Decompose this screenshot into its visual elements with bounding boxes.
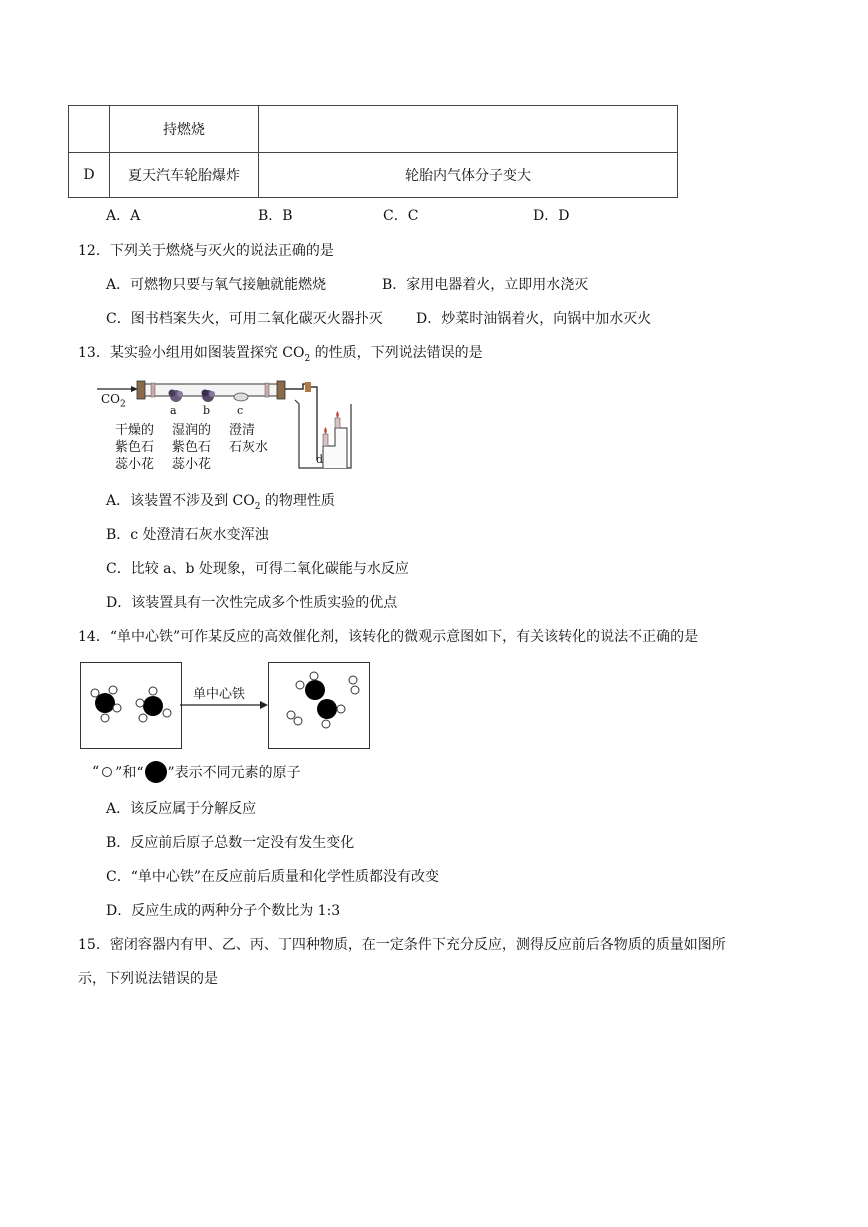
catalyst-label: 单中心铁 <box>193 687 246 702</box>
label-a: a <box>170 404 177 417</box>
legend-text: ”和“ <box>115 765 144 781</box>
q11-option-c: C．C <box>383 208 419 224</box>
caption-line: 湿润的 <box>172 423 212 438</box>
table-cell-explanation: 轮胎内气体分子变大 <box>259 153 678 198</box>
table-cell-event: 夏天汽车轮胎爆炸 <box>110 153 259 198</box>
q12-option-d: D．炒菜时油锅着火，向锅中加水灭火 <box>416 311 652 327</box>
table-cell-label: D <box>69 153 110 198</box>
q12-stem: 12．下列关于燃烧与灭火的说法正确的是 <box>78 243 334 259</box>
limewater-caption <box>229 422 268 456</box>
table-row <box>69 153 678 198</box>
q15-stem-line2: 示，下列说法错误的是 <box>78 971 218 987</box>
answer-table <box>68 105 678 198</box>
option-text-post: 的物理性质 <box>260 493 335 509</box>
q13-option-d: D．该装置具有一次性完成多个性质实验的优点 <box>106 595 398 611</box>
q13-option-c: C．比较 a、b 处现象，可得二氧化碳能与水反应 <box>106 561 409 577</box>
table-cell-label <box>69 106 110 153</box>
q12-option-b: B．家用电器着火，立即用水浇灭 <box>382 277 589 293</box>
gas-label-text: CO <box>101 392 121 406</box>
q13-stem-text: 13．某实验小组用如图装置探究 CO <box>78 345 305 361</box>
table-cell-explanation <box>259 106 678 153</box>
caption-line: 紫色石 <box>172 440 212 455</box>
caption-line: 澄清 <box>229 423 256 438</box>
q14-option-c: C．“单中心铁”在反应前后质量和化学性质都没有改变 <box>106 869 440 885</box>
q13-option-a <box>106 492 335 516</box>
large-atom-icon <box>144 760 168 784</box>
label-b: b <box>203 404 211 417</box>
table-row <box>69 106 678 153</box>
q14-option-a: A．该反应属于分解反应 <box>106 801 257 817</box>
reactant-box <box>80 662 182 749</box>
atom-legend <box>92 760 301 784</box>
q11-option-a: A．A <box>106 208 141 224</box>
q13-stem-text-post: 的性质，下列说法错误的是 <box>310 345 483 361</box>
q13-stem-subscript: 2 <box>304 353 311 364</box>
q11-option-b: B．B <box>258 208 293 224</box>
legend-quote: “ <box>92 764 100 780</box>
caption-line: 干燥的 <box>115 423 155 438</box>
legend-text: ”表示不同元素的原子 <box>167 765 301 781</box>
option-subscript: 2 <box>254 501 261 512</box>
gas-label-subscript: 2 <box>120 399 126 410</box>
q14-option-d: D．反应生成的两种分子个数比为 1:3 <box>106 903 341 919</box>
q11-option-d: D．D <box>533 208 570 224</box>
caption-line: 紫色石 <box>115 440 155 455</box>
caption-line: 蕊小花 <box>172 457 212 472</box>
flower-b-caption <box>172 422 211 473</box>
product-box <box>268 662 370 749</box>
gas-label <box>101 392 126 409</box>
label-d: d <box>316 453 324 466</box>
caption-line: 石灰水 <box>229 440 269 455</box>
q13-stem <box>78 344 483 368</box>
small-atom-icon <box>99 764 115 780</box>
reaction-arrow <box>180 698 268 708</box>
q13-option-b: B．c 处澄清石灰水变浑浊 <box>106 527 269 543</box>
label-c: c <box>237 404 244 417</box>
q12-option-a: A．可燃物只要与氧气接触就能燃烧 <box>106 277 327 293</box>
q15-stem-line1: 15．密闭容器内有甲、乙、丙、丁四种物质，在一定条件下充分反应，测得反应前后各物质的质量如图所 <box>78 937 726 953</box>
caption-line: 蕊小花 <box>115 457 155 472</box>
q14-option-b: B．反应前后原子总数一定没有发生变化 <box>106 835 355 851</box>
flower-a-caption <box>115 422 154 473</box>
table-cell-event: 持燃烧 <box>110 106 259 153</box>
q14-stem: 14．“单中心铁”可作某反应的高效催化剂，该转化的微观示意图如下，有关该转化的说法不正确的是 <box>78 629 699 645</box>
option-text: A．该装置不涉及到 CO <box>106 493 255 509</box>
q12-option-c: C．图书档案失火，可用二氧化碳灭火器扑灭 <box>106 311 383 327</box>
